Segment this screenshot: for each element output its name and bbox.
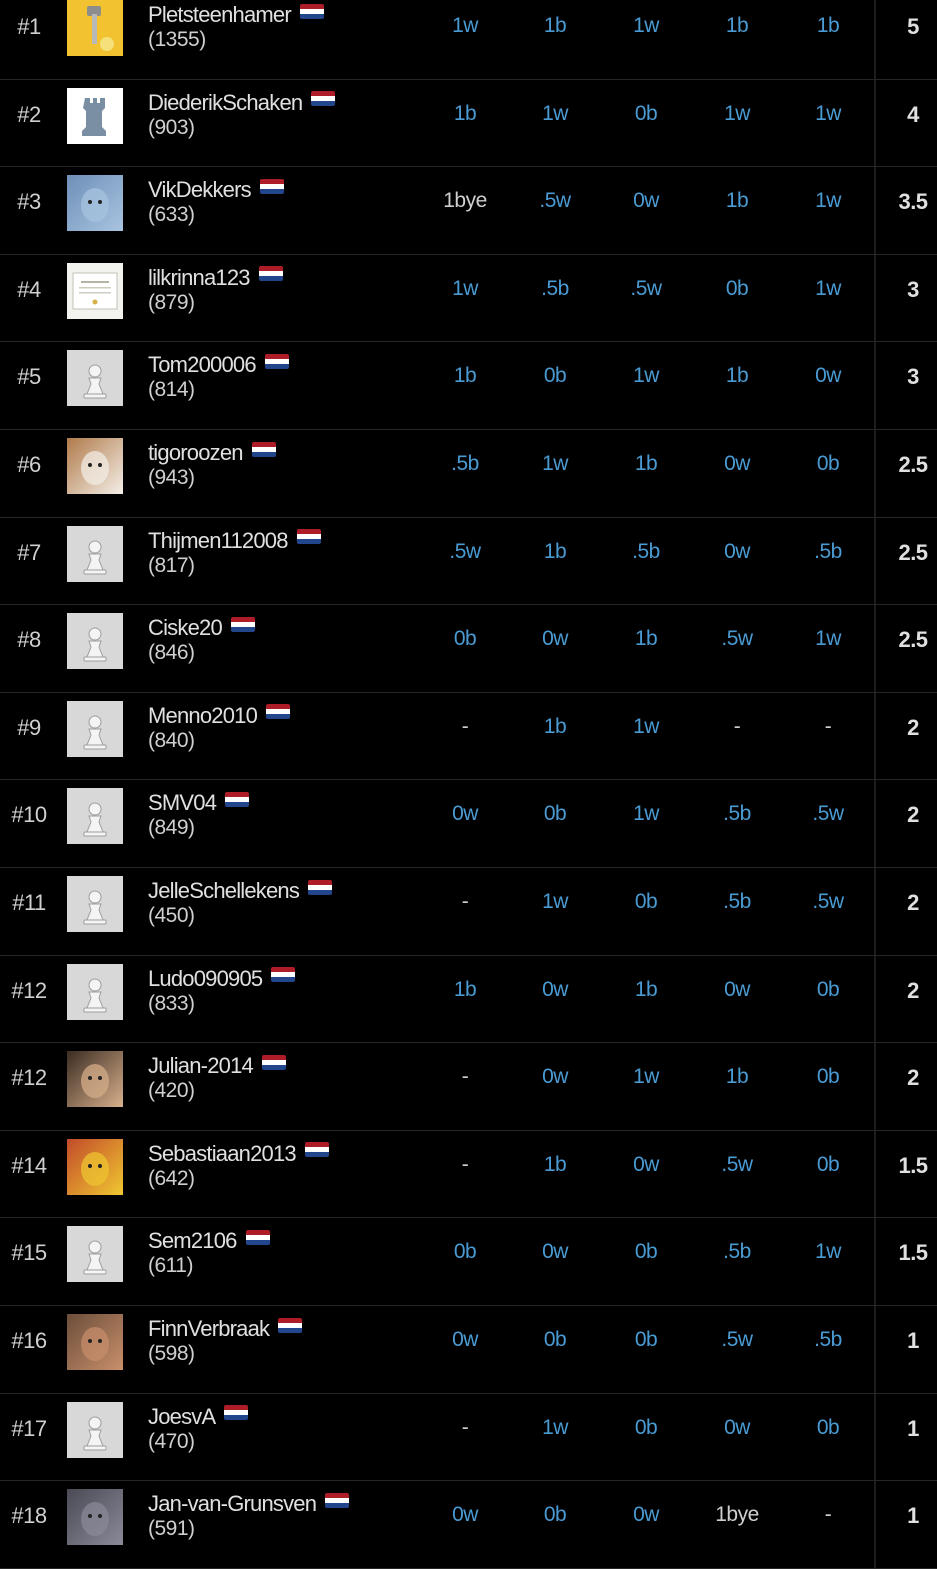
player-name-line — [148, 177, 284, 203]
player-name-line — [148, 352, 289, 378]
standings-row — [0, 1218, 937, 1306]
score-divider — [874, 518, 876, 605]
round-5-result: - — [824, 714, 832, 738]
player-rating: (611) — [148, 1254, 193, 1278]
player-info — [148, 1228, 270, 1278]
player-info — [148, 440, 276, 490]
netherlands-flag-icon — [231, 617, 255, 632]
player-name-link[interactable]: Tom200006 — [148, 352, 256, 378]
player-name-link[interactable]: VikDekkers — [148, 177, 251, 203]
player-rating: (633) — [148, 203, 195, 227]
player-info — [148, 703, 290, 753]
round-2-result[interactable]: 0w — [542, 977, 568, 1001]
total-score: 3.5 — [898, 189, 928, 215]
rank-label: #14 — [11, 1152, 47, 1178]
player-rating: (642) — [148, 1166, 195, 1190]
netherlands-flag-icon — [271, 967, 295, 982]
rank-label: #2 — [17, 101, 41, 127]
round-5-result[interactable]: 0b — [816, 1152, 840, 1176]
pawn-avatar[interactable] — [67, 1226, 123, 1282]
round-3-result[interactable]: 0b — [634, 890, 658, 913]
round-3-result[interactable]: .5b — [632, 539, 660, 563]
rank-label: #9 — [17, 714, 41, 740]
standings-row — [0, 1394, 937, 1482]
player-name-line — [148, 703, 290, 729]
pawn-avatar[interactable] — [67, 964, 123, 1020]
standings-row — [0, 0, 937, 80]
player-name-line — [148, 265, 283, 291]
standings-row — [0, 956, 937, 1044]
round-1-result[interactable]: 1b — [453, 364, 477, 388]
round-1-result: - — [461, 1415, 469, 1439]
round-3-result[interactable]: 1w — [633, 14, 659, 37]
netherlands-flag-icon — [266, 704, 290, 719]
netherlands-flag-icon — [311, 91, 335, 106]
player-name-line — [148, 1053, 286, 1079]
player-name-link[interactable]: Menno2010 — [148, 702, 258, 728]
round-1-result[interactable]: 1w — [452, 276, 478, 300]
rank-label: #7 — [17, 539, 41, 565]
player-info — [148, 1141, 329, 1191]
score-divider — [874, 693, 876, 780]
player-rating: (943) — [148, 466, 195, 489]
pawn-avatar[interactable] — [67, 788, 123, 844]
standings-row — [0, 693, 937, 781]
round-4-result[interactable]: 0w — [724, 539, 750, 563]
round-3-result[interactable]: 0w — [633, 1503, 659, 1527]
group-photo-avatar[interactable] — [67, 1489, 123, 1545]
score-divider — [874, 1306, 876, 1393]
player-name-link[interactable]: Sem2106 — [148, 1228, 237, 1254]
rank-label: #15 — [11, 1240, 47, 1266]
round-3-result[interactable]: 1w — [633, 1065, 659, 1089]
score-divider — [874, 430, 876, 517]
score-divider — [874, 1218, 876, 1305]
round-2-result[interactable]: 1b — [543, 14, 567, 37]
standings-row — [0, 342, 937, 430]
player-rating: (814) — [148, 378, 195, 402]
total-score: 1.5 — [898, 1240, 928, 1266]
round-5-result[interactable]: 1w — [815, 276, 841, 300]
round-1-result: 1bye — [443, 189, 487, 213]
total-score: 5 — [907, 14, 919, 39]
netherlands-flag-icon — [224, 1405, 248, 1420]
player-info — [148, 615, 255, 665]
round-1-result: - — [461, 1065, 469, 1089]
score-divider — [874, 0, 876, 79]
pawn-avatar[interactable] — [67, 701, 123, 757]
round-5-result[interactable]: .5w — [812, 890, 844, 913]
netherlands-flag-icon — [308, 880, 332, 895]
player-name-link[interactable]: Ludo090905 — [148, 965, 263, 991]
player-name-line — [148, 878, 332, 904]
round-4-result[interactable]: 1b — [725, 14, 749, 37]
player-info — [148, 1491, 349, 1541]
round-3-result[interactable]: 0b — [634, 101, 658, 125]
total-score: 3 — [907, 276, 919, 302]
score-divider — [874, 80, 876, 167]
round-2-result[interactable]: .5b — [541, 276, 569, 300]
standings-row — [0, 255, 937, 343]
player-rating: (846) — [148, 641, 195, 665]
total-score: 4 — [907, 101, 919, 127]
rank-label: #10 — [11, 802, 47, 828]
round-4-result: 1bye — [715, 1503, 759, 1527]
total-score: 1.5 — [898, 1152, 928, 1178]
player-info — [148, 966, 295, 1016]
standings-row — [0, 1131, 937, 1219]
rank-label: #12 — [11, 977, 47, 1003]
yellow-hat-photo-avatar[interactable] — [67, 1139, 123, 1195]
player-info — [148, 265, 283, 315]
score-divider — [874, 167, 876, 254]
bison-photo-avatar[interactable] — [67, 175, 123, 231]
player-info — [148, 2, 324, 52]
round-4-result[interactable]: .5b — [723, 802, 751, 826]
score-divider — [874, 1043, 876, 1130]
round-2-result[interactable]: .5w — [539, 189, 571, 213]
netherlands-flag-icon — [297, 529, 321, 544]
rank-label: #1 — [17, 14, 41, 39]
round-4-result[interactable]: 1b — [725, 1065, 749, 1089]
rank-label: #16 — [11, 1328, 47, 1353]
round-1-result: - — [461, 714, 469, 738]
round-2-result[interactable]: 1w — [542, 1415, 568, 1439]
player-info — [148, 177, 284, 227]
pawn-avatar[interactable] — [67, 1402, 123, 1458]
round-3-result[interactable]: 1w — [633, 802, 659, 826]
player-info — [148, 1053, 286, 1103]
round-4-result[interactable]: 0w — [724, 452, 750, 475]
rank-label: #8 — [17, 627, 41, 653]
round-2-result[interactable]: 0b — [543, 1328, 567, 1351]
round-3-result[interactable]: 1b — [634, 627, 658, 651]
round-2-result[interactable]: 1w — [542, 890, 568, 913]
round-4-result[interactable]: 0b — [725, 276, 749, 300]
pawn-avatar[interactable] — [67, 526, 123, 582]
player-rating: (817) — [148, 553, 195, 577]
certificate-avatar[interactable] — [67, 263, 123, 319]
player-name-link[interactable]: tigoroozen — [148, 440, 243, 465]
score-divider — [874, 255, 876, 342]
score-divider — [874, 342, 876, 429]
total-score: 2 — [907, 714, 919, 740]
rank-label: #3 — [17, 189, 41, 215]
rank-label: #6 — [17, 452, 41, 477]
round-3-result[interactable]: 0w — [633, 1152, 659, 1176]
player-name-link[interactable]: Julian-2014 — [148, 1053, 253, 1079]
round-3-result[interactable]: 0b — [634, 1328, 658, 1351]
face-photo-avatar[interactable] — [67, 1314, 123, 1370]
total-score: 2 — [907, 890, 919, 915]
standings-row — [0, 430, 937, 518]
round-5-result[interactable]: 1w — [815, 1240, 841, 1264]
player-rating: (591) — [148, 1517, 195, 1541]
pawn-avatar[interactable] — [67, 876, 123, 932]
round-3-result[interactable]: 1b — [634, 977, 658, 1001]
round-1-result[interactable]: 1w — [452, 14, 478, 37]
round-4-result[interactable]: .5w — [721, 1152, 753, 1176]
total-score: 2.5 — [898, 452, 928, 477]
player-name-line — [148, 1316, 302, 1342]
player-name-link[interactable]: SMV04 — [148, 790, 217, 816]
round-2-result[interactable]: 0w — [542, 627, 568, 651]
round-5-result[interactable]: 0b — [816, 452, 840, 475]
round-2-result[interactable]: 0w — [542, 1065, 568, 1089]
rank-label: #18 — [11, 1503, 47, 1529]
rank-label: #11 — [12, 890, 46, 915]
hammer-avatar[interactable] — [67, 0, 123, 56]
round-2-result[interactable]: 1b — [543, 1152, 567, 1176]
round-3-result[interactable]: 1w — [633, 364, 659, 388]
netherlands-flag-icon — [260, 179, 284, 194]
round-2-result[interactable]: 1w — [542, 452, 568, 475]
total-score: 2 — [907, 802, 919, 828]
total-score: 2 — [907, 1065, 919, 1091]
round-3-result[interactable]: 0w — [633, 189, 659, 213]
round-1-result[interactable]: 0b — [453, 1240, 477, 1264]
player-name-link[interactable]: JoesvA — [148, 1403, 216, 1429]
round-4-result[interactable]: .5w — [721, 627, 753, 651]
player-rating: (879) — [148, 290, 195, 314]
player-name-line — [148, 615, 255, 641]
round-4-result[interactable]: .5w — [721, 1328, 753, 1351]
player-name-link[interactable]: lilkrinna123 — [148, 264, 250, 290]
score-divider — [874, 780, 876, 867]
player-name-link[interactable]: Ciske20 — [148, 615, 222, 641]
pawn-avatar[interactable] — [67, 350, 123, 406]
round-1-result: - — [461, 1152, 469, 1176]
player-rating: (470) — [148, 1429, 195, 1453]
player-info — [148, 528, 321, 578]
round-3-result[interactable]: 1w — [633, 714, 659, 738]
player-name-link[interactable]: Thijmen112008 — [148, 527, 288, 553]
round-4-result: - — [733, 714, 741, 738]
player-name-line — [148, 2, 324, 28]
pawn-avatar[interactable] — [67, 613, 123, 669]
netherlands-flag-icon — [259, 266, 283, 281]
player-name-link[interactable]: DiederikSchaken — [148, 89, 303, 115]
standings-row — [0, 1043, 937, 1131]
player-info — [148, 878, 332, 928]
player-name-line — [148, 528, 321, 554]
round-1-result[interactable]: 0w — [452, 1503, 478, 1527]
round-5-result[interactable]: 0b — [816, 1065, 840, 1089]
total-score: 2.5 — [898, 539, 928, 565]
rank-label: #4 — [17, 276, 41, 302]
round-5-result[interactable]: .5b — [814, 1328, 842, 1351]
score-divider — [874, 1481, 876, 1568]
round-5-result[interactable]: 0w — [815, 364, 841, 388]
round-2-result[interactable]: 1w — [542, 101, 568, 125]
rank-label: #5 — [17, 364, 41, 390]
player-name-link[interactable]: Jan-van-Grunsven — [148, 1491, 317, 1517]
round-1-result[interactable]: 1b — [453, 977, 477, 1001]
player-name-line — [148, 1228, 270, 1254]
standings-row — [0, 518, 937, 606]
player-name-link[interactable]: JelleSchellekens — [148, 878, 300, 903]
round-5-result[interactable]: 1b — [816, 14, 840, 37]
player-rating: (1355) — [148, 28, 206, 51]
round-4-result[interactable]: 1b — [725, 364, 749, 388]
netherlands-flag-icon — [325, 1493, 349, 1508]
score-divider — [874, 868, 876, 955]
player-name-line — [148, 790, 249, 816]
round-1-result[interactable]: 0b — [453, 627, 477, 651]
round-1-result: - — [461, 890, 469, 913]
round-1-result[interactable]: 0w — [452, 802, 478, 826]
netherlands-flag-icon — [265, 354, 289, 369]
standings-row — [0, 605, 937, 693]
netherlands-flag-icon — [246, 1230, 270, 1245]
round-4-result[interactable]: 0w — [724, 1415, 750, 1439]
round-2-result[interactable]: 1b — [543, 714, 567, 738]
standings-row — [0, 868, 937, 956]
player-rating: (420) — [148, 1079, 195, 1103]
round-5-result[interactable]: 1w — [815, 627, 841, 651]
netherlands-flag-icon — [300, 4, 324, 19]
player-info — [148, 1404, 248, 1454]
player-info — [148, 790, 249, 840]
player-name-line — [148, 1404, 248, 1430]
round-4-result[interactable]: .5b — [723, 890, 751, 913]
round-2-result[interactable]: 1b — [543, 539, 567, 563]
total-score: 3 — [907, 364, 919, 390]
round-4-result[interactable]: .5b — [723, 1240, 751, 1264]
standings-row — [0, 780, 937, 868]
netherlands-flag-icon — [278, 1318, 302, 1333]
player-rating: (849) — [148, 816, 195, 840]
round-1-result[interactable]: 1b — [453, 101, 477, 125]
round-4-result[interactable]: 0w — [724, 977, 750, 1001]
round-5-result[interactable]: .5b — [814, 539, 842, 563]
netherlands-flag-icon — [305, 1142, 329, 1157]
score-divider — [874, 956, 876, 1043]
player-name-line — [148, 440, 276, 466]
player-name-line — [148, 1141, 329, 1167]
player-rating: (903) — [148, 115, 195, 139]
round-2-result[interactable]: 0w — [542, 1240, 568, 1264]
round-5-result[interactable]: .5w — [812, 802, 844, 826]
round-5-result[interactable]: 0b — [816, 977, 840, 1001]
player-rating: (840) — [148, 728, 195, 752]
rook-avatar[interactable] — [67, 88, 123, 144]
round-5-result[interactable]: 1w — [815, 101, 841, 125]
player-info — [148, 1316, 302, 1366]
netherlands-flag-icon — [225, 792, 249, 807]
player-info — [148, 352, 289, 402]
round-5-result[interactable]: 0b — [816, 1415, 840, 1439]
total-score: 1 — [907, 1503, 919, 1529]
standings-row — [0, 167, 937, 255]
round-4-result[interactable]: 1w — [724, 101, 750, 125]
round-2-result[interactable]: 0b — [543, 364, 567, 388]
netherlands-flag-icon — [262, 1055, 286, 1070]
round-1-result[interactable]: .5w — [449, 539, 481, 563]
round-3-result[interactable]: 0b — [634, 1240, 658, 1264]
player-rating: (450) — [148, 904, 195, 927]
round-2-result[interactable]: 0b — [543, 802, 567, 826]
netherlands-flag-icon — [252, 442, 276, 457]
round-1-result[interactable]: .5b — [451, 452, 479, 475]
player-name-link[interactable]: Pletsteenhamer — [148, 2, 291, 27]
round-2-result[interactable]: 0b — [543, 1503, 567, 1527]
round-4-result[interactable]: 1b — [725, 189, 749, 213]
standings-row — [0, 1481, 937, 1569]
total-score: 2 — [907, 977, 919, 1003]
player-name-line — [148, 1491, 349, 1517]
player-name-link[interactable]: Sebastiaan2013 — [148, 1140, 296, 1166]
score-divider — [874, 605, 876, 692]
round-1-result[interactable]: 0w — [452, 1328, 478, 1351]
round-3-result[interactable]: .5w — [630, 276, 662, 300]
child-photo-avatar[interactable] — [67, 1051, 123, 1107]
standings-row — [0, 80, 937, 168]
rank-label: #17 — [11, 1415, 47, 1441]
score-divider — [874, 1394, 876, 1481]
round-5-result: - — [824, 1503, 832, 1527]
standings-row — [0, 1306, 937, 1394]
score-divider — [874, 1131, 876, 1218]
player-name-line — [148, 966, 295, 992]
round-3-result[interactable]: 0b — [634, 1415, 658, 1439]
player-info — [148, 90, 335, 140]
rank-label: #12 — [11, 1065, 47, 1091]
total-score: 2.5 — [898, 627, 928, 653]
total-score: 1 — [907, 1415, 919, 1441]
rabbit-photo-avatar[interactable] — [67, 438, 123, 494]
player-name-link[interactable]: FinnVerbraak — [148, 1316, 270, 1341]
player-name-line — [148, 90, 335, 116]
player-rating: (833) — [148, 991, 195, 1015]
total-score: 1 — [907, 1328, 919, 1353]
round-5-result[interactable]: 1w — [815, 189, 841, 213]
round-3-result[interactable]: 1b — [634, 452, 658, 475]
player-rating: (598) — [148, 1342, 195, 1365]
